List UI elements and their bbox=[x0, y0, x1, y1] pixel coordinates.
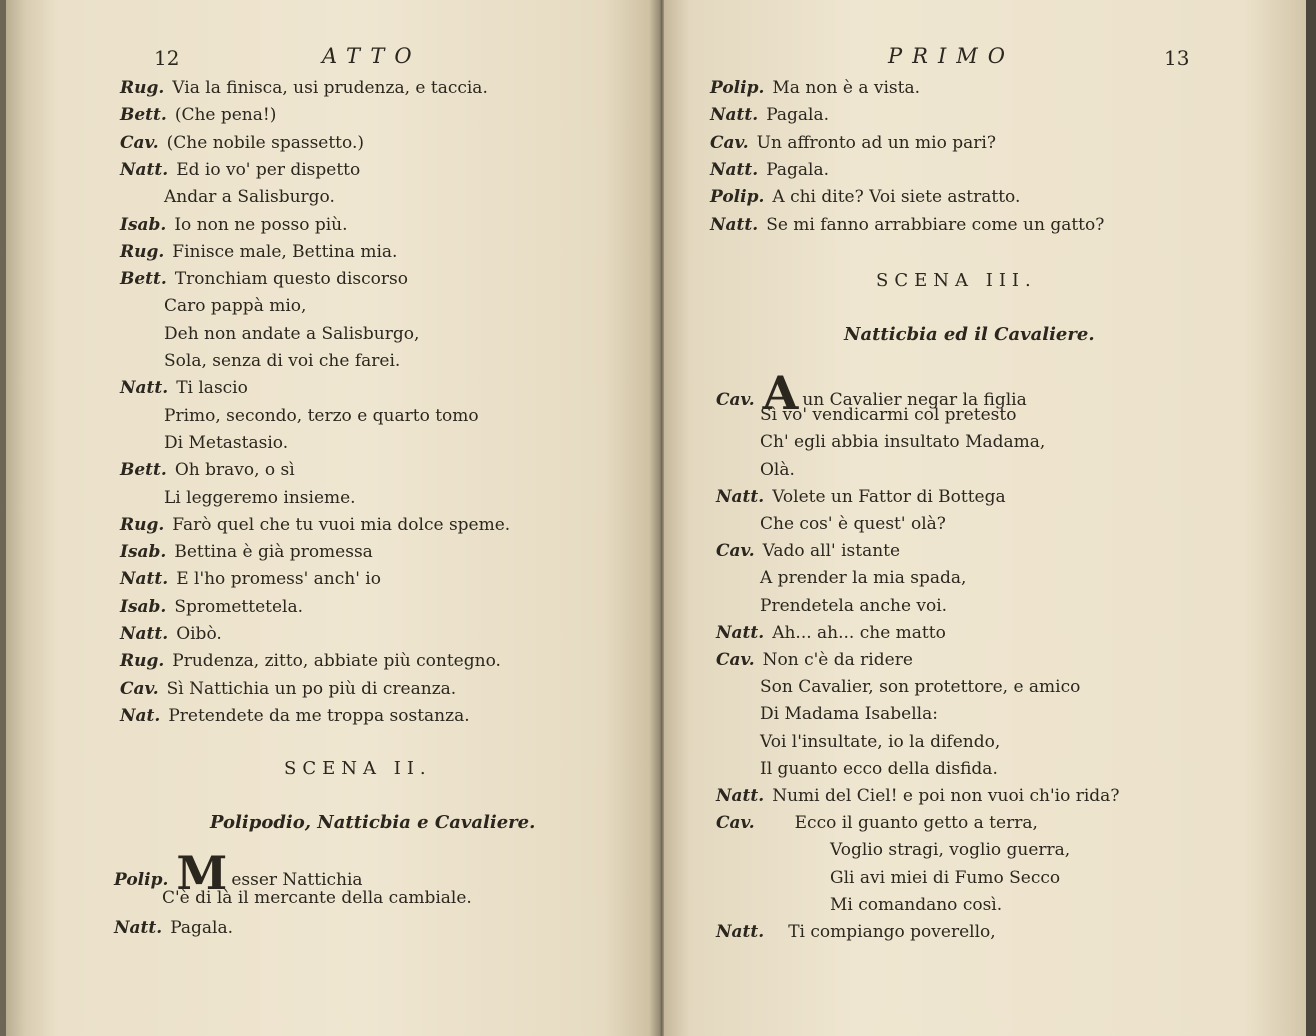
speaker-label: Cav. bbox=[716, 813, 755, 834]
speaker-label: Isab. bbox=[120, 214, 167, 235]
verse-text: Se mi fanno arrabbiare come un gatto? bbox=[766, 214, 1105, 235]
speaker-label: Cav. bbox=[716, 650, 755, 670]
verse-text: Pagala. bbox=[766, 105, 829, 126]
right-scene-line bbox=[716, 650, 913, 670]
verse-text: Non c'è da ridere bbox=[762, 650, 913, 670]
verse-text: Vado all' istante bbox=[762, 541, 901, 562]
speaker-label: Bett. bbox=[120, 460, 167, 481]
verse-text: Ti lascio bbox=[176, 378, 248, 399]
verse-text: (Che pena!) bbox=[174, 105, 277, 126]
verse-text: Ch' egli abbia insultato Madama, bbox=[760, 432, 1046, 453]
verse-text: Sì vo' vendicarmi col pretesto bbox=[760, 405, 1017, 426]
speaker-label: Rug. bbox=[120, 514, 165, 535]
speaker-label: Polip. bbox=[114, 870, 169, 890]
speaker-label: Natt. bbox=[120, 569, 169, 590]
right-scene-line bbox=[830, 840, 1070, 860]
left-line bbox=[120, 242, 397, 262]
speaker-label: Cav. bbox=[716, 541, 755, 562]
left-line bbox=[120, 515, 510, 535]
verse-text: esser Nattichia bbox=[231, 870, 363, 890]
verse-text: Primo, secondo, terzo e quarto tomo bbox=[164, 405, 479, 426]
speaker-label: Rug. bbox=[120, 241, 165, 262]
right-scene-line bbox=[760, 596, 947, 616]
right-scene-line bbox=[716, 813, 1038, 833]
verse-text: A prender la mia spada, bbox=[760, 568, 967, 589]
speaker-label: Natt. bbox=[710, 159, 759, 180]
verse-text: Sì Nattichia un po più di creanza. bbox=[166, 678, 457, 699]
verse-text: A chi dite? Voi siete astratto. bbox=[772, 187, 1021, 208]
verse-text: Gli avi miei di Fumo Secco bbox=[830, 867, 1061, 888]
right-line bbox=[710, 215, 1104, 235]
verse-text: Ecco il guanto getto a terra, bbox=[794, 813, 1038, 834]
speaker-label: Natt. bbox=[716, 786, 765, 806]
right-line bbox=[710, 105, 829, 125]
left-line bbox=[120, 679, 456, 699]
verse-text: un Cavalier negar la figlia bbox=[802, 390, 1027, 410]
right-scene-line bbox=[830, 868, 1060, 888]
speaker-label: Polip. bbox=[710, 78, 765, 98]
verse-text: Di Madama Isabella: bbox=[760, 704, 938, 725]
speaker-label: Nat. bbox=[120, 705, 161, 726]
right-line bbox=[710, 133, 996, 153]
verse-text: Tronchiam questo discorso bbox=[174, 269, 408, 290]
verse-text: Li leggeremo insieme. bbox=[164, 487, 356, 508]
left-line bbox=[120, 215, 348, 235]
right-scene-line bbox=[716, 487, 1006, 507]
speaker-label: Natt. bbox=[120, 378, 169, 399]
verse-text: Pagala. bbox=[766, 159, 829, 180]
verse-text: Oibò. bbox=[176, 624, 222, 644]
left-line bbox=[120, 78, 488, 98]
left-line bbox=[120, 133, 364, 153]
left-scene-line bbox=[162, 888, 472, 908]
speaker-label: Bett. bbox=[120, 105, 167, 126]
left-line bbox=[164, 351, 400, 371]
verse-text: Numi del Ciel! e poi non vuoi ch'io rida? bbox=[772, 786, 1120, 806]
right-scene-line bbox=[830, 895, 1002, 915]
right-scene-line bbox=[716, 623, 946, 643]
speaker-label: Isab. bbox=[120, 542, 167, 563]
left-line bbox=[164, 187, 335, 207]
verse-text: Spromettetela. bbox=[174, 596, 304, 617]
scene-title-right: SCENA III. bbox=[876, 270, 1037, 291]
right-scene-line bbox=[760, 568, 966, 588]
verse-text: Prendetela anche voi. bbox=[760, 595, 948, 616]
speaker-label: Natt. bbox=[716, 486, 765, 507]
scene-title-left: SCENA II. bbox=[284, 758, 432, 779]
scene-cast-left: Polipodio, Natticbia e Cavaliere. bbox=[210, 812, 536, 833]
verse-text: Il guanto ecco della disfida. bbox=[760, 758, 998, 779]
right-page bbox=[664, 0, 1308, 1036]
left-line bbox=[120, 460, 295, 480]
verse-text: Ma non è a vista. bbox=[772, 78, 921, 98]
speaker-label: Rug. bbox=[120, 78, 165, 98]
verse-text: Bettina è già promessa bbox=[174, 542, 373, 563]
right-scene-line bbox=[716, 922, 996, 942]
verse-text: (Che nobile spassetto.) bbox=[166, 132, 364, 153]
left-line bbox=[120, 651, 501, 671]
verse-text: Farò quel che tu vuoi mia dolce speme. bbox=[172, 514, 511, 535]
right-scene-line bbox=[716, 541, 900, 561]
verse-text: Olà. bbox=[760, 459, 795, 480]
right-scene-line bbox=[760, 677, 1080, 697]
left-scene-line bbox=[114, 918, 233, 938]
right-scene-line bbox=[760, 460, 795, 480]
verse-text: Voglio stragi, voglio guerra, bbox=[830, 840, 1071, 861]
verse-text: Di Metastasio. bbox=[164, 432, 289, 453]
speaker-label: Cav. bbox=[710, 132, 749, 153]
page-number-left: 12 bbox=[154, 46, 180, 70]
left-line bbox=[164, 406, 479, 426]
speaker-label: Polip. bbox=[710, 187, 765, 208]
verse-text: Pagala. bbox=[170, 918, 233, 938]
running-head-left: ATTO bbox=[322, 44, 422, 68]
right-scene-line bbox=[760, 405, 1016, 425]
right-line bbox=[710, 160, 829, 180]
speaker-label: Bett. bbox=[120, 269, 167, 290]
verse-text: Deh non andate a Salisburgo, bbox=[164, 323, 420, 344]
verse-text: Un affronto ad un mio pari? bbox=[756, 132, 996, 153]
book-edge-right bbox=[1306, 0, 1316, 1036]
verse-text: Ti compiango poverello, bbox=[788, 922, 996, 942]
right-scene-line bbox=[760, 514, 946, 534]
right-scene-line bbox=[760, 704, 938, 724]
verse-text: E l'ho promess' anch' io bbox=[176, 569, 381, 590]
verse-text: Voi l'insultate, io la difendo, bbox=[760, 731, 1001, 752]
right-line bbox=[710, 78, 920, 98]
left-line bbox=[120, 597, 303, 617]
scene-cast-right: Natticbia ed il Cavaliere. bbox=[844, 324, 1095, 345]
verse-text: Oh bravo, o sì bbox=[174, 460, 295, 481]
verse-text: Finisce male, Bettina mia. bbox=[172, 241, 398, 262]
verse-text: Prudenza, zitto, abbiate più contegno. bbox=[172, 651, 501, 672]
left-line bbox=[164, 488, 356, 508]
drop-cap: M bbox=[176, 846, 228, 900]
speaker-label: Isab. bbox=[120, 596, 167, 617]
right-scene-line bbox=[760, 732, 1000, 752]
verse-text: Pretendete da me troppa sostanza. bbox=[168, 705, 470, 726]
right-line bbox=[710, 187, 1020, 207]
verse-text: Volete un Fattor di Bottega bbox=[772, 486, 1006, 507]
left-line bbox=[120, 269, 408, 289]
left-line bbox=[120, 378, 248, 398]
verse-text: Andar a Salisburgo. bbox=[164, 187, 335, 208]
verse-text: Mi comandano così. bbox=[830, 894, 1003, 915]
speaker-label: Cav. bbox=[120, 678, 159, 699]
verse-text: Ed io vo' per dispetto bbox=[176, 159, 361, 180]
speaker-label: Cav. bbox=[120, 132, 159, 153]
verse-text: Via la finisca, usi prudenza, e taccia. bbox=[172, 78, 488, 98]
running-head-right: PRIMO bbox=[888, 44, 1015, 68]
speaker-label: Natt. bbox=[710, 105, 759, 126]
left-page bbox=[6, 0, 656, 1036]
speaker-label: Natt. bbox=[710, 214, 759, 235]
left-scene-line bbox=[114, 846, 363, 900]
speaker-label: Natt. bbox=[114, 918, 163, 938]
speaker-label: Cav. bbox=[716, 390, 755, 410]
speaker-label: Rug. bbox=[120, 651, 165, 672]
left-line bbox=[164, 324, 419, 344]
left-line bbox=[164, 296, 306, 316]
verse-text: Son Cavalier, son protettore, e amico bbox=[760, 677, 1081, 698]
left-line bbox=[120, 706, 470, 726]
verse-text: Che cos' è quest' olà? bbox=[760, 514, 946, 534]
verse-text: Ah... ah... che matto bbox=[772, 622, 946, 643]
left-line bbox=[120, 542, 373, 562]
speaker-label: Natt. bbox=[120, 159, 169, 180]
left-line bbox=[120, 624, 222, 644]
left-line bbox=[120, 569, 381, 589]
left-line bbox=[120, 105, 276, 125]
speaker-label: Natt. bbox=[716, 922, 765, 942]
right-scene-line bbox=[760, 759, 998, 779]
verse-text: Io non ne posso più. bbox=[174, 214, 348, 235]
left-line bbox=[164, 433, 288, 453]
speaker-label: Natt. bbox=[120, 624, 169, 644]
right-scene-line bbox=[716, 786, 1119, 806]
right-scene-line bbox=[760, 432, 1045, 452]
page-number-right: 13 bbox=[1164, 46, 1190, 70]
speaker-label: Natt. bbox=[716, 622, 765, 643]
drop-cap: A bbox=[762, 366, 799, 420]
left-line bbox=[120, 160, 360, 180]
verse-text: Sola, senza di voi che farei. bbox=[164, 351, 401, 371]
verse-text: C'è di là il mercante della cambiale. bbox=[162, 888, 472, 908]
verse-text: Caro pappà mio, bbox=[164, 296, 307, 317]
